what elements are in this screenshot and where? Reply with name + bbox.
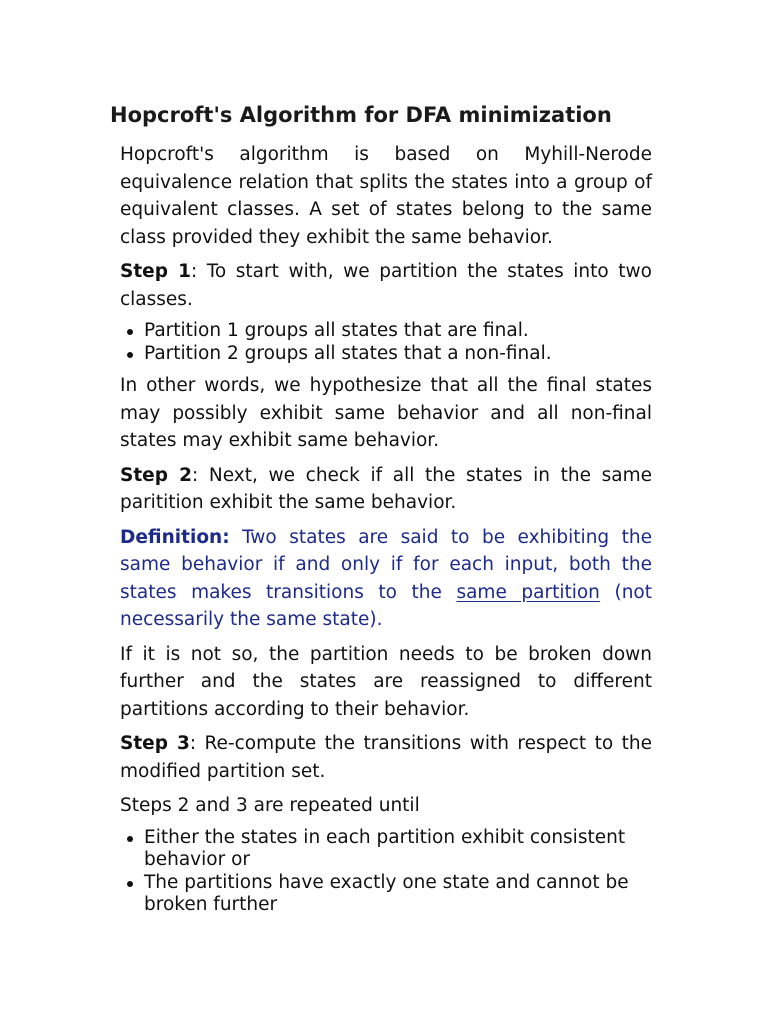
condition-1-text: Either the states in each partition exhibit consistent behavior or	[144, 826, 626, 870]
list-item	[120, 320, 652, 343]
same-partition-link: same partition	[456, 581, 600, 603]
list-item	[120, 827, 652, 872]
list-item	[120, 343, 652, 366]
condition-2-text: The partitions have exactly one state and cannot be broken further	[144, 871, 629, 915]
intro-paragraph: Hopcroft's algorithm is based on Myhill-Nerode equivalence relation that splits the states into a group of equivalent classes. A set of states belong to the same class provided they exhibit the same behavior.	[120, 144, 652, 248]
step1-label: Step 1	[120, 261, 191, 282]
bullet-icon	[127, 329, 133, 335]
definition-text-before: Two states are said to be exhibiting the same behavior if and only if for each input, both the states makes transitions to the	[120, 526, 652, 603]
definition-paragraph	[120, 524, 652, 634]
bullet-icon	[127, 836, 133, 842]
step1-text: : To start with, we partition the states into two classes.	[120, 261, 652, 310]
partition-1-text: Partition 1 groups all states that are final.	[144, 320, 529, 341]
step2-paragraph	[120, 462, 652, 517]
document-title: Hopcroft's Algorithm for DFA minimization	[110, 103, 612, 127]
partition-2-text: Partition 2 groups all states that a non-final.	[144, 342, 552, 364]
document-body	[120, 141, 652, 924]
list-item	[120, 872, 652, 917]
repeat-paragraph: Steps 2 and 3 are repeated until	[120, 795, 420, 816]
hypothesis-paragraph: In other words, we hypothesize that all the final states may possibly exhibit same behavior and all non-final states may exhibit same behavior.	[120, 375, 652, 451]
partition-list	[120, 320, 652, 365]
bullet-icon	[127, 881, 133, 887]
bullet-icon	[127, 352, 133, 358]
definition-text-after: (not necessarily the same state).	[120, 581, 652, 630]
condition-list	[120, 827, 652, 917]
step2-label: Step 2	[120, 464, 193, 486]
definition-label: Definition:	[120, 526, 230, 548]
breakdown-paragraph: If it is not so, the partition needs to be broken down further and the states are reassigned to different partitions according to their behavior.	[120, 643, 652, 720]
step1-paragraph	[120, 258, 652, 313]
step3-paragraph	[120, 730, 652, 785]
step2-text: : Next, we check if all the states in the same paritition exhibit the same behavior.	[120, 464, 652, 513]
step3-label: Step 3	[120, 733, 190, 754]
step3-text: : Re-compute the transitions with respect to the modified partition set.	[120, 733, 652, 782]
